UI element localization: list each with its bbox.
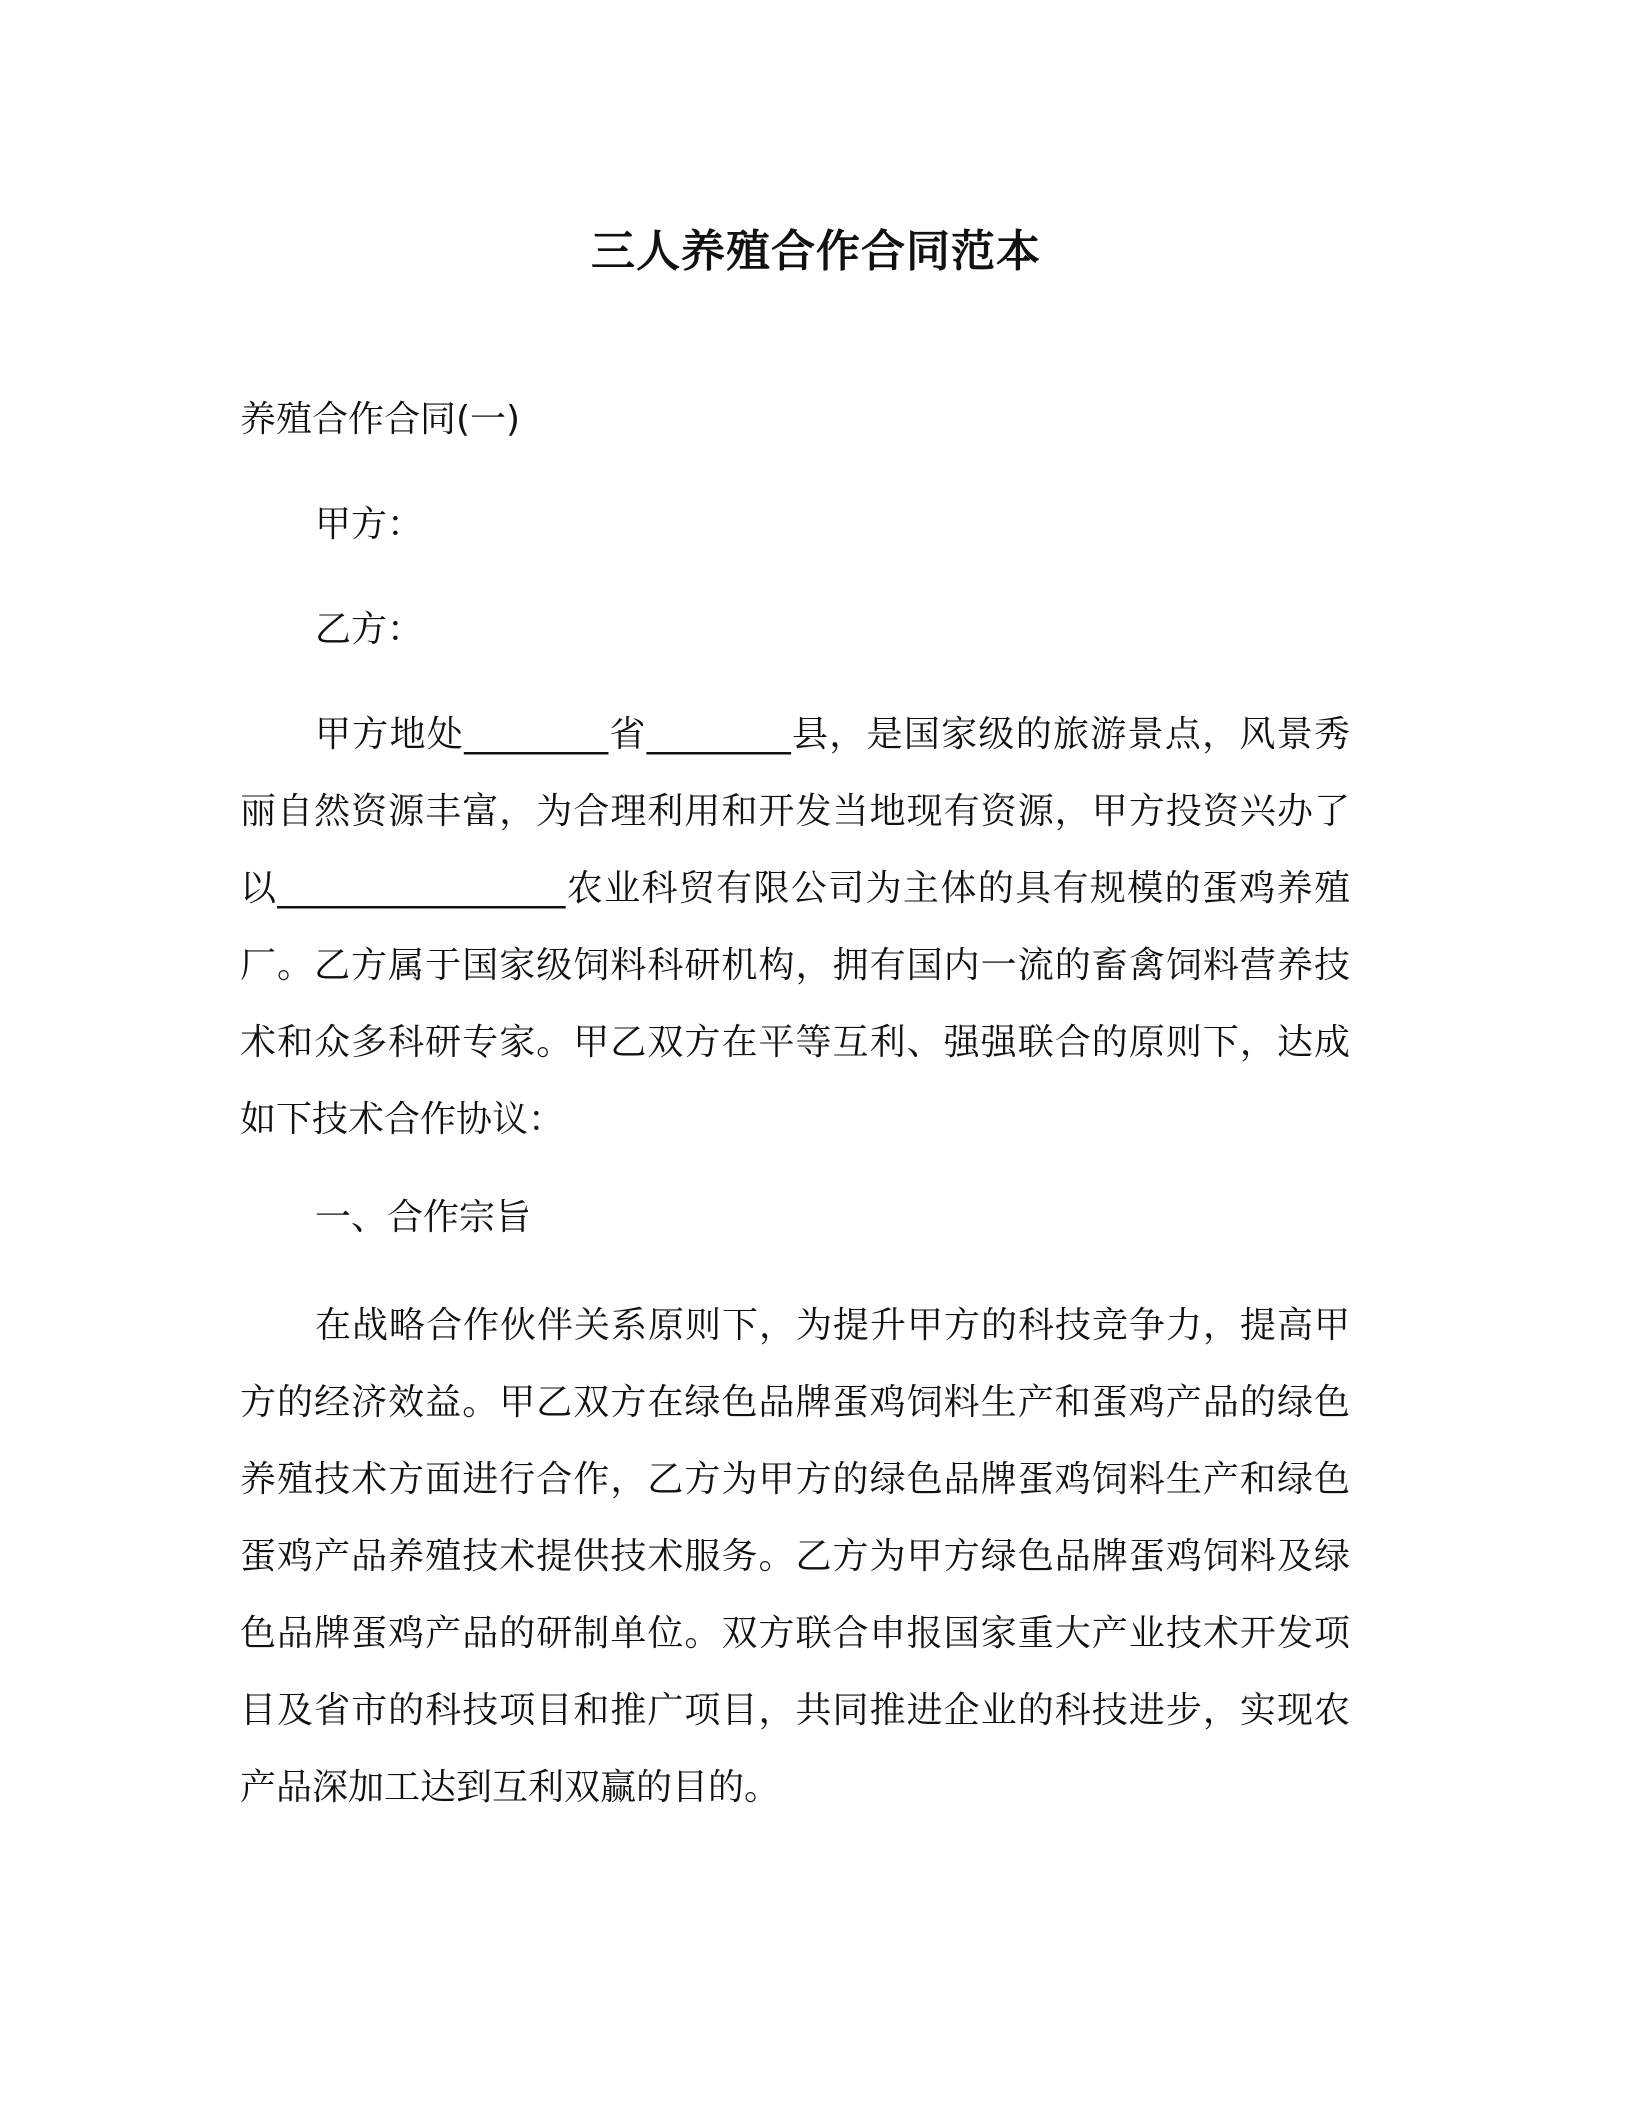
paragraph-purpose <box>240 1287 1350 1826</box>
party-a-label: 甲方： <box>315 504 424 545</box>
paragraph-line: 养殖技术方面进行合作，乙方为甲方的绿色品牌蛋鸡饲料生产和绿色 <box>240 1459 1350 1500</box>
paragraph-background <box>240 696 1350 1158</box>
paragraph-line: 术和众多科研专家。甲乙双方在平等互利、强强联合的原则下，达成 <box>240 1022 1350 1063</box>
paragraph-line: 丽自然资源丰富，为合理利用和开发当地现有资源，甲方投资兴办了 <box>240 791 1350 832</box>
paragraph-line: 甲方地处________省________县，是国家级的旅游景点，风景秀 <box>315 714 1350 755</box>
paragraph-line: 色品牌蛋鸡产品的研制单位。双方联合申报国家重大产业技术开发项 <box>240 1613 1350 1654</box>
paragraph-line: 方的经济效益。甲乙双方在绿色品牌蛋鸡饲料生产和蛋鸡产品的绿色 <box>240 1382 1350 1423</box>
paragraph-line: 在战略合作伙伴关系原则下，为提升甲方的科技竞争力，提高甲 <box>315 1305 1350 1346</box>
contract-subtitle: 养殖合作合同(一) <box>240 399 521 440</box>
party-b-label: 乙方： <box>315 609 424 650</box>
paragraph-line: 以________________农业科贸有限公司为主体的具有规模的蛋鸡养殖 <box>240 868 1350 909</box>
section-heading: 一、合作宗旨 <box>315 1197 532 1238</box>
paragraph-line: 目及省市的科技项目和推广项目，共同推进企业的科技进步，实现农 <box>240 1690 1350 1731</box>
paragraph-line: 厂。乙方属于国家级饲料科研机构，拥有国内一流的畜禽饲料营养技 <box>240 945 1350 986</box>
paragraph-line: 如下技术合作协议： <box>240 1099 565 1140</box>
document-title: 三人养殖合作合同范本 <box>591 226 1041 277</box>
paragraph-line: 蛋鸡产品养殖技术提供技术服务。乙方为甲方绿色品牌蛋鸡饲料及绿 <box>240 1536 1350 1577</box>
paragraph-line: 产品深加工达到互利双赢的目的。 <box>240 1767 781 1808</box>
